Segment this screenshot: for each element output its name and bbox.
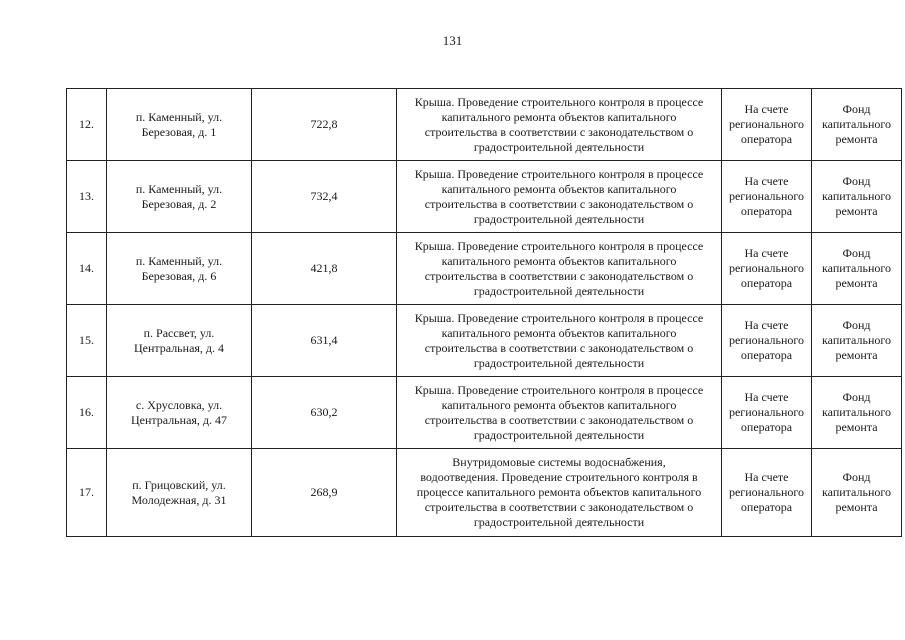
work-cell: Крыша. Проведение строительного контроля в процессе капитального ремонта объектов капитального строительства в соответствии с законодательством о градостроительной деятельности (397, 377, 722, 449)
area-cell: 631,4 (252, 305, 397, 377)
area-cell: 722,8 (252, 89, 397, 161)
repair-table (66, 88, 902, 537)
address-cell: п. Рассвет, ул. Центральная, д. 4 (107, 305, 252, 377)
fund-cell: Фонд капитального ремонта (812, 449, 902, 537)
page-number: 131 (442, 33, 463, 48)
address-cell: п. Грицовский, ул. Молодежная, д. 31 (107, 449, 252, 537)
work-cell: Крыша. Проведение строительного контроля в процессе капитального ремонта объектов капитального строительства в соответствии с законодательством о градостроительной деятельности (397, 161, 722, 233)
row-number: 15. (67, 305, 107, 377)
row-number: 12. (67, 89, 107, 161)
account-cell: На счете регионального оператора (722, 449, 812, 537)
fund-cell: Фонд капитального ремонта (812, 89, 902, 161)
row-number: 13. (67, 161, 107, 233)
work-cell: Внутридомовые системы водоснабжения, водоотведения. Проведение строительного контроля в процессе капитального ремонта объектов капитального строительства в соответствии с законодательством о градостроительной деятельности (397, 449, 722, 537)
address-cell: п. Каменный, ул. Березовая, д. 1 (107, 89, 252, 161)
fund-cell: Фонд капитального ремонта (812, 305, 902, 377)
table-row (67, 89, 902, 161)
fund-cell: Фонд капитального ремонта (812, 377, 902, 449)
row-number: 16. (67, 377, 107, 449)
account-cell: На счете регионального оператора (722, 305, 812, 377)
row-number: 14. (67, 233, 107, 305)
work-cell: Крыша. Проведение строительного контроля в процессе капитального ремонта объектов капитального строительства в соответствии с законодательством о градостроительной деятельности (397, 89, 722, 161)
table-row (67, 377, 902, 449)
area-cell: 268,9 (252, 449, 397, 537)
table-row (67, 233, 902, 305)
area-cell: 421,8 (252, 233, 397, 305)
area-cell: 630,2 (252, 377, 397, 449)
work-cell: Крыша. Проведение строительного контроля в процессе капитального ремонта объектов капитального строительства в соответствии с законодательством о градостроительной деятельности (397, 233, 722, 305)
row-number: 17. (67, 449, 107, 537)
fund-cell: Фонд капитального ремонта (812, 161, 902, 233)
work-cell: Крыша. Проведение строительного контроля в процессе капитального ремонта объектов капитального строительства в соответствии с законодательством о градостроительной деятельности (397, 305, 722, 377)
account-cell: На счете регионального оператора (722, 161, 812, 233)
address-cell: с. Хрусловка, ул. Центральная, д. 47 (107, 377, 252, 449)
area-cell: 732,4 (252, 161, 397, 233)
account-cell: На счете регионального оператора (722, 233, 812, 305)
address-cell: п. Каменный, ул. Березовая, д. 6 (107, 233, 252, 305)
table-row (67, 305, 902, 377)
table-row (67, 161, 902, 233)
table-row (67, 449, 902, 537)
fund-cell: Фонд капитального ремонта (812, 233, 902, 305)
address-cell: п. Каменный, ул. Березовая, д. 2 (107, 161, 252, 233)
account-cell: На счете регионального оператора (722, 377, 812, 449)
account-cell: На счете регионального оператора (722, 89, 812, 161)
